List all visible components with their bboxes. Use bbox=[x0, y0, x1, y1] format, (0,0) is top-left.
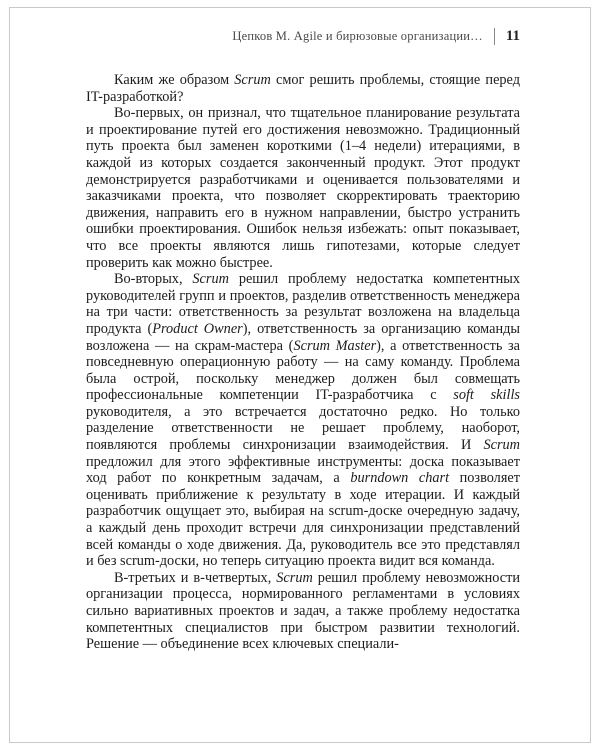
page-content bbox=[86, 28, 520, 653]
paragraph: В-третьих и в-четвертых, Scrum решил проблему невозможности организации процесса, нормированного регламентами в условиях сильно вариативных проектов и задач, а также проблему недостатка компетентных специалистов при быстром развитии технологий. Решение — объединение всех ключевых специали- bbox=[86, 569, 520, 653]
paragraph: Каким же образом Scrum смог решить проблемы, стоящие перед IT-разработкой? bbox=[86, 72, 520, 105]
paragraph: Во-вторых, Scrum решил проблему недостатка компетентных руководителей групп и проектов, разделив ответственность менеджера на три части: ответственность за результат возложена на владельца продукта (Product Owner), ответственность за организацию команды возложена — на скрам-мастера (Scrum Master), а ответственность за повседневную операционную работу — на саму команду. Проблема была острой, поскольку менеджер должен был совмещать профессиональные компетенции IT-разработчика с soft skills руководителя, а это встречается достаточно редко. Но только разделение ответственности не решает проблему, наоборот, появляются проблемы синхронизации взаимодействия. И Scrum предложил для этого эффективные инструменты: доска показывает ход работ по конкретным задачам, а burndown chart позволяет оценивать приближение к результату в ходе итерации. И каждый разработчик ощущает это, выбирая на scrum-доске очередную задачу, а каждый день проходит встречи для синхронизации представлений всей команды о ходе движения. Да, руководитель все это представлял и без scrum-доски, но теперь ситуацию проекта видит вся команда. bbox=[86, 271, 520, 570]
header-divider bbox=[494, 28, 495, 45]
paragraph: Во-первых, он признал, что тщательное планирование результата и проектирование путей его достижения невозможно. Традиционный путь проекта был заменен короткими (1–4 недели) итерациями, в каждой из которых создается законченный продукт. Этот продукт демонстрируется разработчиками и оценивается пользователями и заказчиками проекта, что позволяет скорректировать траекторию движения, направить его в нужном направлении, быстро устранить ошибки проектирования. Ошибок нельзя избежать: опыт показывает, что все проекты являются лишь гипотезами, которые следует проверить как можно быстрее. bbox=[86, 105, 520, 271]
running-header-title: Цепков М. Agile и бирюзовые организации… bbox=[232, 29, 483, 43]
body-text bbox=[86, 72, 520, 653]
page-header bbox=[86, 28, 520, 45]
page-number: 11 bbox=[505, 28, 520, 44]
